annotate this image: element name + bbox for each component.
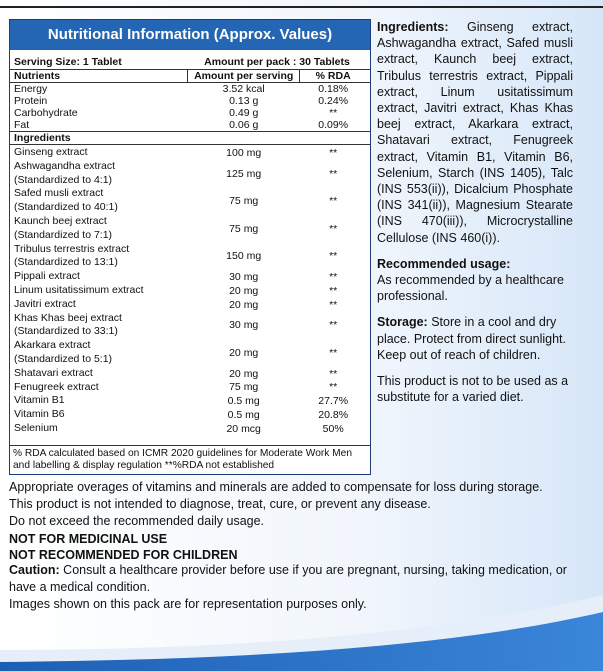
ingredient-row [10,394,370,408]
ingredient-name [14,160,187,188]
nutrient-row [10,119,370,131]
not-intended-text: This product is not intended to diagnose, treat, cure, or prevent any disease. [9,497,431,512]
ingredient-name [14,381,187,395]
ingredient-amount: 0.5 mg [227,409,260,422]
storage-text: Store in a cool and dry place. Protect from direct sunlight. [377,315,566,346]
ingredient-name [14,339,187,367]
ingredient-amount: 0.5 mg [227,395,260,408]
nutrient-row [10,95,370,107]
amount-per-pack: Amount per pack : 30 Tablets [204,56,350,68]
ingredient-amount: 100 mg [226,146,262,159]
ingredient-amount: 20 mg [229,367,259,380]
ingredient-name [14,270,187,284]
ingredient-amount: 20 mg [229,346,259,359]
ingredient-name-line: Vitamin B1 [14,394,65,407]
bottom-notes [9,479,569,613]
ingredients-label: Ingredients: [377,20,449,34]
nutrient-rda: ** [329,107,338,119]
ingredient-name-line: (Standardized to 40:1) [14,201,118,214]
caution-paragraph [9,562,569,596]
ingredients-paragraph [377,19,573,246]
ingredient-name-line: (Standardized to 13:1) [14,256,118,269]
usage-text: As recommended by a healthcare professional. [377,273,564,304]
nutrient-rda: 0.09% [318,119,349,131]
ingredient-name-line: Safed musli extract [14,187,104,200]
ingredient-amount: 75 mg [229,222,259,235]
ingredient-rda: 27.7% [318,395,349,408]
ingredient-name [14,298,187,312]
ingredient-name-line: Ginseng extract [14,146,88,158]
panel-title: Nutritional Information (Approx. Values) [10,20,370,50]
ingredient-rda: ** [329,298,338,311]
nutrient-rda: 0.24% [318,95,349,107]
ingredient-row [10,408,370,422]
nutrient-row [10,83,370,95]
table-header [10,70,370,83]
ingredient-row [10,381,370,395]
children-text: Keep out of reach of children. [377,347,541,362]
ingredient-name-line: Shatavari extract [14,366,93,379]
usage-label: Recommended usage: [377,256,511,271]
ingredient-name-line: Javitri extract [14,297,76,310]
ingredient-row [10,339,370,367]
ingredient-rda: ** [329,146,338,159]
ingredient-amount: 20 mg [229,298,259,311]
right-column [377,19,573,405]
ingredient-rda: ** [329,167,338,180]
ingredient-rda: ** [329,284,338,297]
ingredient-amount: 20 mcg [226,422,261,435]
nutrient-amount: 0.06 g [229,119,259,131]
storage-paragraph [377,314,573,346]
nutrient-name: Fat [14,119,30,131]
rda-footnote: % RDA calculated based on ICMR 2020 guidelines for Moderate Work Men and labelling & display regulation **%RDA not established [10,445,370,474]
ingredient-rda: ** [329,319,338,332]
ingredient-name [14,367,187,381]
ingredient-row [10,422,370,436]
ingredient-rda: 50% [322,422,344,435]
ingredient-rows [10,145,370,437]
ingredient-name-line: (Standardized to 7:1) [14,228,113,241]
ingredient-row [10,312,370,340]
ingredient-name [14,243,187,271]
not-children-text: NOT RECOMMENDED FOR CHILDREN [9,547,238,562]
ingredient-name-line: Ashwagandha extract [14,159,115,172]
header-rda: % RDA [315,70,351,82]
ingredient-name-line: (Standardized to 4:1) [14,173,113,186]
ingredients-text: Ginseng extract, Ashwagandha extract, Safed musli extract, Kaunch beej extract, Tribulus terrestris extract, Pippali extract, Linum usitatissimum extract, Javitri extract, Khas Khas beej extract, Akarkara extract, Shatavari extract, Fenugreek extract, Vitamin B1, Vitamin B6, Selenium, Starch (INS 1405), Talc (INS 553(ii)), Dicalcium Phosphate (INS 341(ii)), Magnesium Stearate (INS 470(iii)), Microcrystalline Cellulose (INS 460(i)). [377,20,573,245]
ingredient-name-line: Pippali extract [14,270,80,283]
ingredient-name [14,146,187,160]
ingredient-row [10,270,370,284]
ingredient-name-line: Kaunch beej extract [14,214,107,227]
header-amount: Amount per serving [187,70,300,82]
ingredient-rda: ** [329,381,338,394]
ingredients-header: Ingredients [10,131,370,145]
ingredient-name [14,215,187,243]
ingredient-name-line: Selenium [14,421,58,434]
storage-label: Storage: [377,315,428,330]
ingredient-name-line: Linum usitatissimum extract [14,283,144,296]
ingredient-row [10,146,370,160]
nutrition-panel [9,19,371,475]
nutrient-name: Protein [14,95,48,107]
overages-text: Appropriate overages of vitamins and minerals are added to compensate for loss during storage. [9,480,543,494]
nutrient-rda: 0.18% [318,83,349,95]
ingredient-name [14,187,187,215]
caution-text: Consult a healthcare provider before use if you are pregnant, nursing, taking medication, or have a medical condition. [9,562,567,595]
header-nutrients: Nutrients [14,70,61,82]
ingredient-name-line: (Standardized to 5:1) [14,352,113,365]
ingredient-amount: 75 mg [229,195,259,208]
ingredient-rda: ** [329,222,338,235]
ingredient-name-line: Akarkara extract [14,339,91,352]
ingredient-name [14,284,187,298]
ingredient-amount: 30 mg [229,319,259,332]
not-medicinal-text: NOT FOR MEDICINAL USE [9,531,168,546]
nutrient-name: Carbohydrate [14,107,78,119]
nutrient-row [10,107,370,119]
ingredient-amount: 150 mg [226,250,262,263]
ingredient-amount: 20 mg [229,284,259,297]
ingredient-rda: ** [329,250,338,263]
nutrient-amount: 0.13 g [229,95,259,107]
substitute-text: This product is not to be used as a substitute for a varied diet. [377,374,569,405]
ingredient-row [10,160,370,188]
top-rule [0,6,603,8]
images-text: Images shown on this pack are for representation purposes only. [9,597,367,612]
nutrient-amount: 3.52 kcal [222,83,265,95]
ingredient-row [10,187,370,215]
ingredient-rda: ** [329,367,338,380]
nutrient-name: Energy [14,83,48,95]
ingredient-amount: 125 mg [226,167,262,180]
ingredient-name [14,312,187,340]
ingredient-row [10,284,370,298]
do-not-exceed-text: Do not exceed the recommended daily usage. [9,514,265,529]
ingredient-row [10,215,370,243]
ingredient-name-line: Khas Khas beej extract [14,311,122,324]
ingredient-name-line: Vitamin B6 [14,408,65,421]
serving-size: Serving Size: 1 Tablet [14,56,122,68]
ingredient-row [10,243,370,271]
ingredient-rda: ** [329,195,338,208]
ingredient-rda: ** [329,346,338,359]
ingredient-name-line: Tribulus terrestris extract [14,242,130,255]
ingredient-rda: ** [329,271,338,284]
ingredient-amount: 30 mg [229,271,259,284]
ingredient-name [14,394,187,408]
nutrient-rows [10,83,370,131]
ingredient-rda: 20.8% [318,409,349,422]
ingredient-amount: 75 mg [229,381,259,394]
ingredient-row [10,367,370,381]
ingredient-name [14,408,187,422]
serving-row [10,53,370,70]
ingredient-name [14,422,187,436]
caution-label: Caution: [9,562,60,577]
ingredient-row [10,298,370,312]
nutrient-amount: 0.49 g [229,107,259,119]
ingredient-name-line: Fenugreek extract [14,380,99,393]
ingredient-name-line: (Standardized to 33:1) [14,325,118,338]
